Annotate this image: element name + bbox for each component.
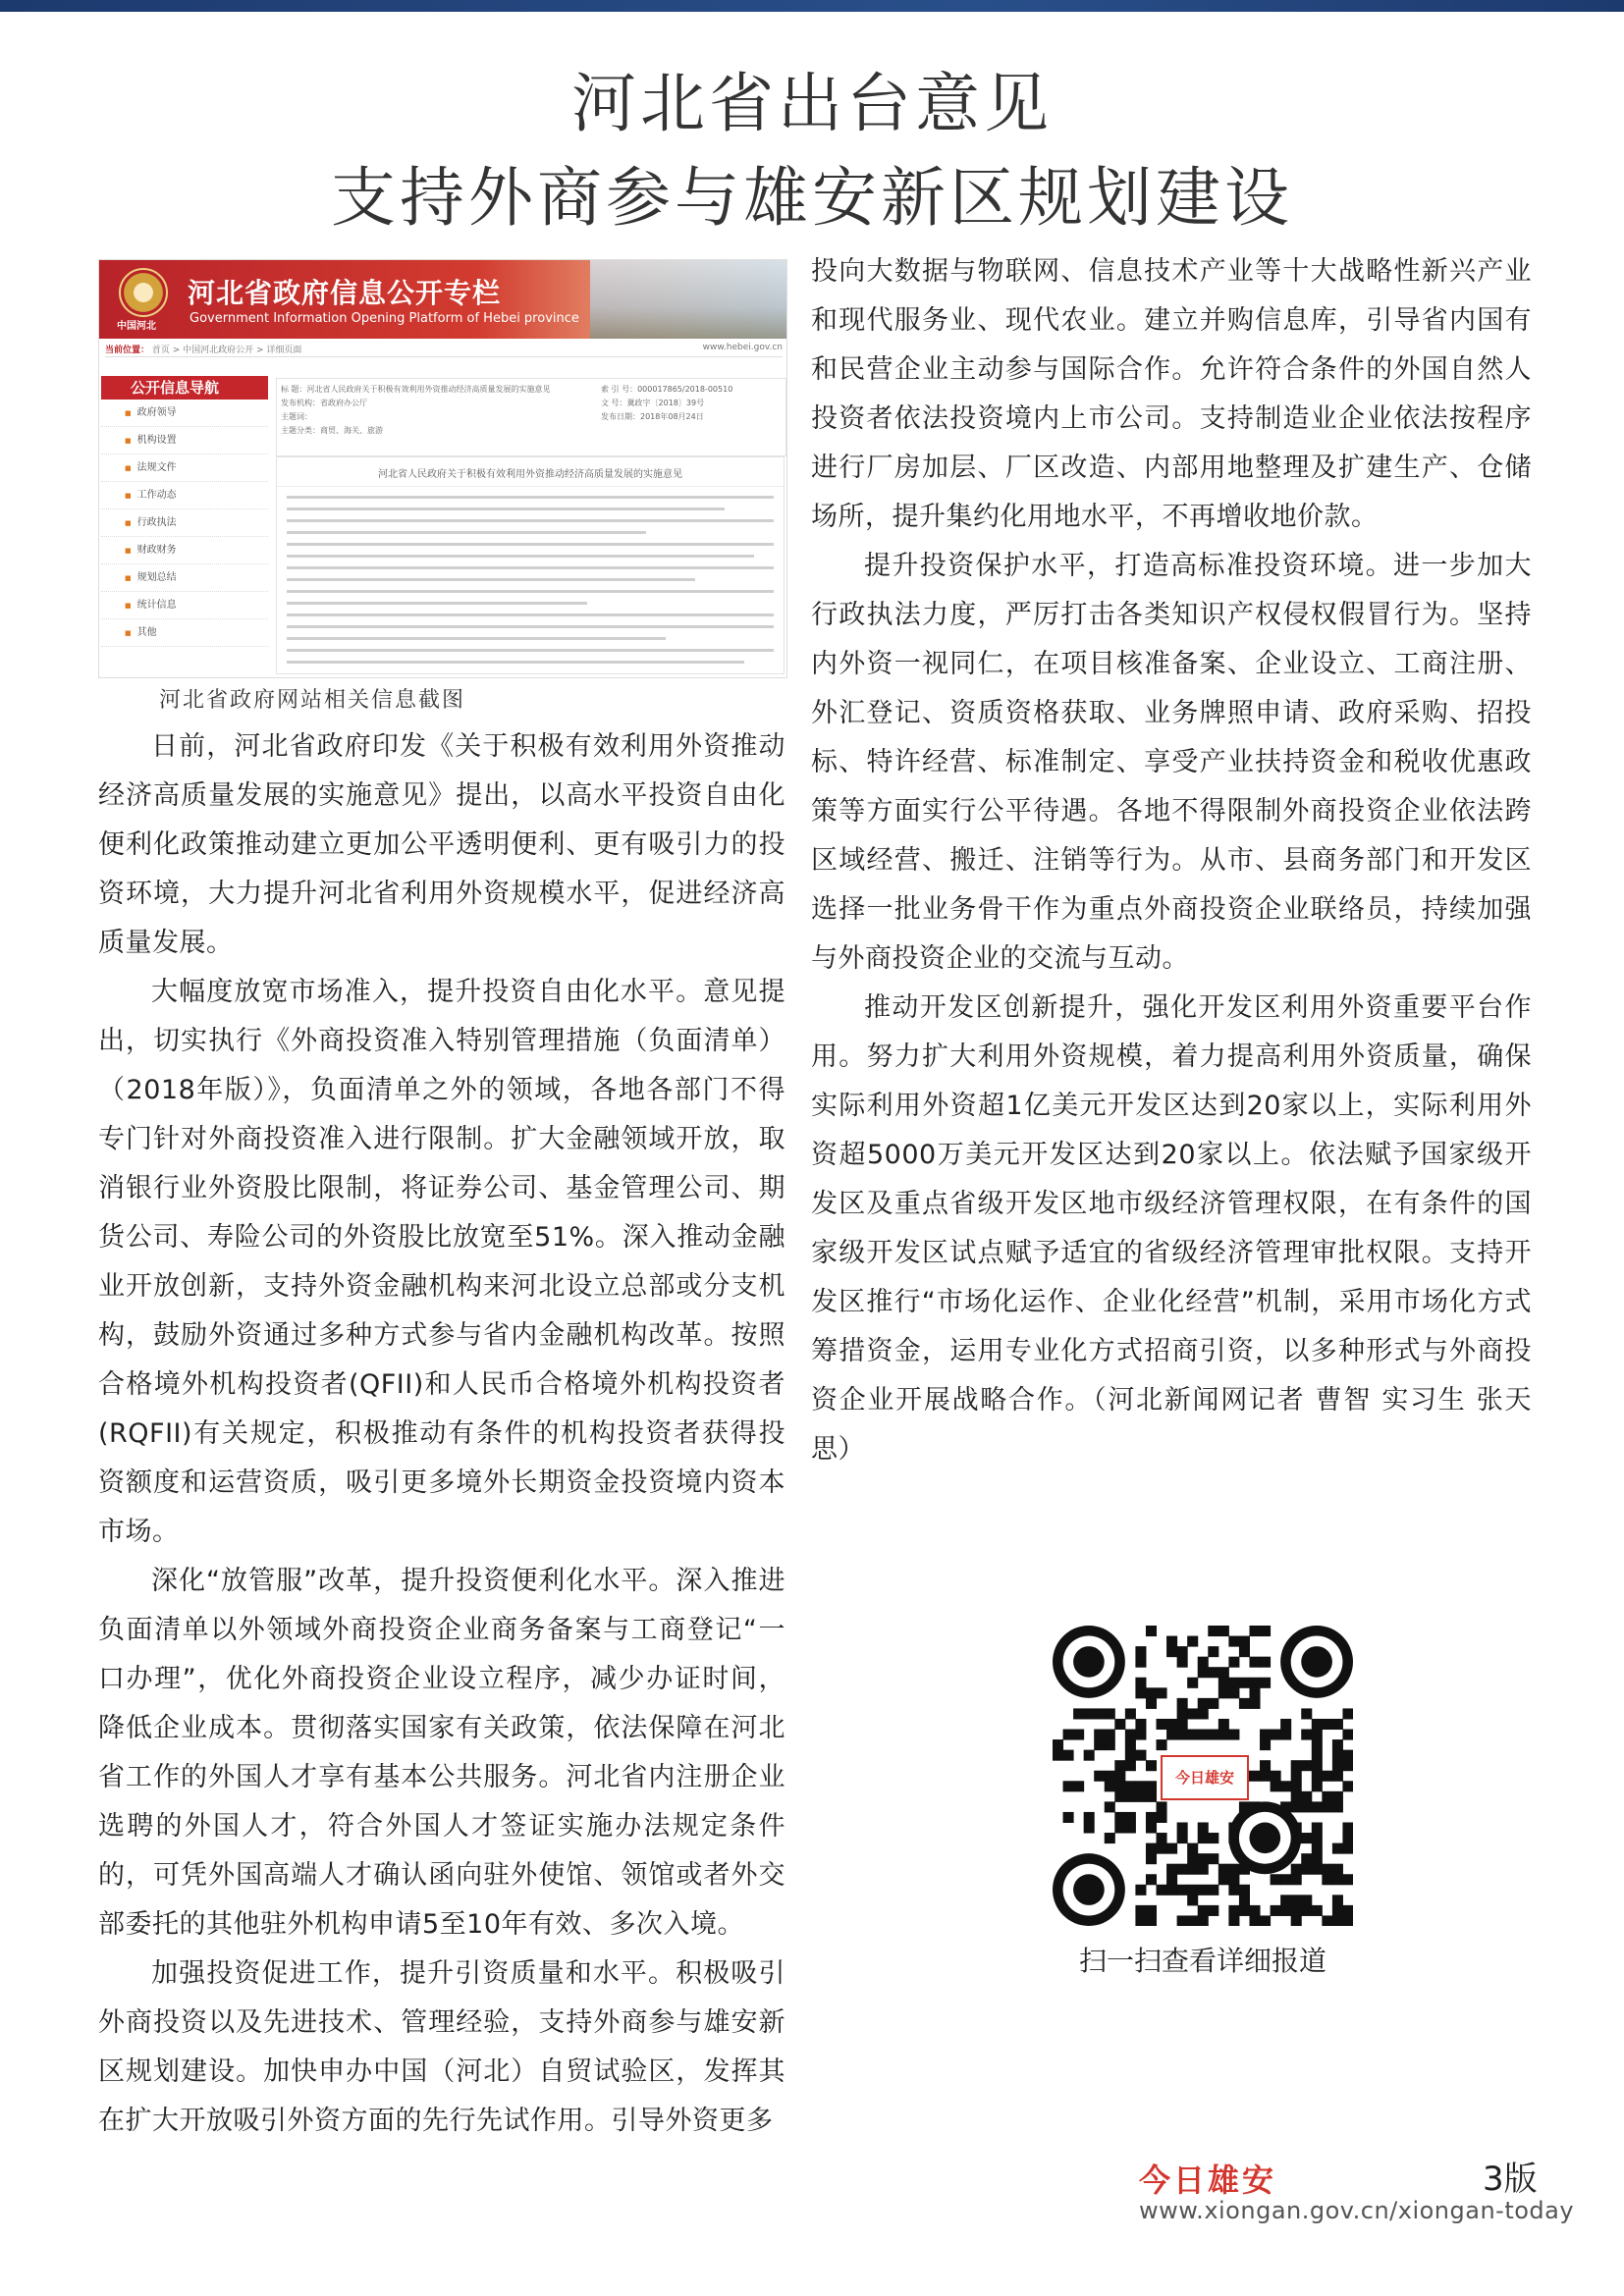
meta-issuer: 发布机构：省政府办公厅 [281,399,367,407]
document-meta-box [276,378,786,456]
paragraph: 加强投资促进工作，提升引资质量和水平。积极吸引外商投资以及先进技术、管理经验，支持外商参与雄安新区规划建设。加快申办中国（河北）自贸试验区，发挥其在扩大开放吸引外资方面的先行先试作用。引导外资更多 [98,1958,785,2136]
china-hebei-label: 中国河北 [117,321,156,332]
portal-banner [99,260,786,339]
nav-item: ■ 政府领导 [101,400,268,427]
banner-subtitle: Government Information Opening Platform of Hebei province [189,311,579,326]
figure-caption: 河北省政府网站相关信息截图 [159,688,466,713]
left-column [98,722,785,2146]
paragraph: 深化“放管服”改革，提升投资便利化水平。深入推进负面清单以外领域外商投资企业商务备案与工商登记“一口办理”，优化外商投资企业设立程序，减少办证时间，降低企业成本。贯彻落实国家有关政策，依法保障在河北省工作的外国人才享有基本公共服务。河北省内注册企业选聘的外国人才，符合外国人才签证实施办法规定条件的，可凭外国高端人才确认函向驻外使馆、领馆或者外交部委托的其他驻外机构申请5至10年有效、多次入境。 [98,1566,785,1940]
nav-item: ■ 行政执法 [101,509,268,537]
nav-item: ■ 规划总结 [101,564,268,592]
great-wall-image [590,260,786,339]
hebei-emblem-icon [119,268,168,317]
page-number: 3版 [1483,2160,1538,2199]
info-navigation [101,376,268,670]
meta-subject: 主题词： [281,412,312,421]
qr-center-logo: 今日雄安 [1161,1755,1249,1800]
headline-line-1: 河北省出台意见 [571,66,1053,141]
today-xiongan-logo: 今日雄安 [1139,2162,1277,2199]
website-screenshot-figure [98,259,787,678]
headline-line-2: 支持外商参与雄安新区规划建设 [331,160,1293,236]
meta-index: 索 引 号：000017865/2018-00510 [601,385,733,394]
breadcrumb-path: 首页 > 中国河北政府公开 > 详细页面 [151,346,302,355]
banner-title: 河北省政府信息公开专栏 [188,277,502,309]
nav-header: 公开信息导航 [101,376,268,400]
portal-url: www.hebei.gov.cn [702,343,783,352]
footer-url[interactable]: www.xiongan.gov.cn/xiongan-today [1139,2197,1575,2224]
meta-date: 发布日期：2018年08月24日 [601,412,704,421]
nav-item: ■ 其他 [101,619,268,647]
right-column [811,247,1532,1474]
nav-item: ■ 财政财务 [101,537,268,564]
meta-title: 标 题：河北省人民政府关于积极有效利用外资推动经济高质量发展的实施意见 [281,385,551,394]
breadcrumb-label: 当前位置： [105,346,150,355]
paragraph: 大幅度放宽市场准入，提升投资自由化水平。意见提出，切实执行《外商投资准入特别管理措施（负面清单）（2018年版）》，负面清单之外的领域，各地各部门不得专门针对外商投资准入进行限制。扩大金融领域开放，取消银行业外资股比限制，将证券公司、基金管理公司、期货公司、寿险公司的外资股比放宽至51%。深入推动金融业开放创新，支持外资金融机构来河北设立总部或分支机构，鼓励外资通过多种方式参与省内金融机构改革。按照合格境外机构投资者(QFII)和人民币合格境外机构投资者(RQFII)有关规定，积极推动有条件的机构投资者获得投资额度和运营资质，吸引更多境外长期资金投资境内资本市场。 [98,977,785,1547]
qr-caption: 扫一扫查看详细报道 [1078,1945,1326,1977]
nav-item: ■ 法规文件 [101,454,268,482]
meta-docno: 文 号：冀政字〔2018〕39号 [601,399,705,407]
meta-right [601,383,732,424]
meta-category: 主题分类：商贸、海关、旅游 [281,426,383,435]
paragraph: 提升投资保护水平，打造高标准投资环境。进一步加大行政执法力度，严厉打击各类知识产权侵权假冒行为。坚持内外资一视同仁，在项目核准备案、企业设立、工商注册、外汇登记、资质资格获取、业务牌照申请、政府采购、招投标、特许经营、标准制定、享受产业扶持资金和税收优惠政策等方面实行公平待遇。各地不得限制外商投资企业依法跨区域经营、搬迁、注销等行为。从市、县商务部门和开发区选择一批业务骨干作为重点外商投资企业联络员，持续加强与外商投资企业的交流与互动。 [811,551,1532,974]
paragraph-continuation: 投向大数据与物联网、信息技术产业等十大战略性新兴产业和现代服务业、现代农业。建立并购信息库，引导省内国有和民营企业主动参与国际合作。允许符合条件的外国自然人投资者依法投资境内上市公司。支持制造业企业依法按程序进行厂房加层、厂区改造、内部用地整理及扩建生产、仓储场所，提升集约化用地水平，不再增收地价款。 [811,256,1532,532]
qr-code[interactable] [1053,1626,1353,1926]
document-body-preview [276,456,785,674]
paragraph: 日前，河北省政府印发《关于积极有效利用外资推动经济高质量发展的实施意见》提出，以高水平投资自由化便利化政策推动建立更加公平透明便利、更有吸引力的投资环境，大力提升河北省利用外资规模水平，促进经济高质量发展。 [98,731,785,958]
nav-item: ■ 统计信息 [101,592,268,619]
paragraph: 推动开发区创新提升，强化开发区利用外资重要平台作用。努力扩大利用外资规模，着力提高利用外资质量，确保实际利用外资超1亿美元开发区达到20家以上，实际利用外资超5000万美元开发区达到20家以上。依法赋予国家级开发区及重点省级开发区地市级经济管理权限，在有条件的国家级开发区试点赋予适宜的省级经济管理审批权限。支持开发区推行“市场化运作、企业化经营”机制，采用市场化方式筹措资金，运用专业化方式招商引资，以多种形式与外商投资企业开展战略合作。（河北新闻网记者 曹智 实习生 张天思） [811,992,1532,1465]
breadcrumb [105,343,783,357]
top-color-bar [0,0,1624,12]
nav-item: ■ 机构设置 [101,427,268,454]
nav-item: ■ 工作动态 [101,482,268,509]
doc-heading: 河北省人民政府关于积极有效利用外资推动经济高质量发展的实施意见 [277,457,784,487]
